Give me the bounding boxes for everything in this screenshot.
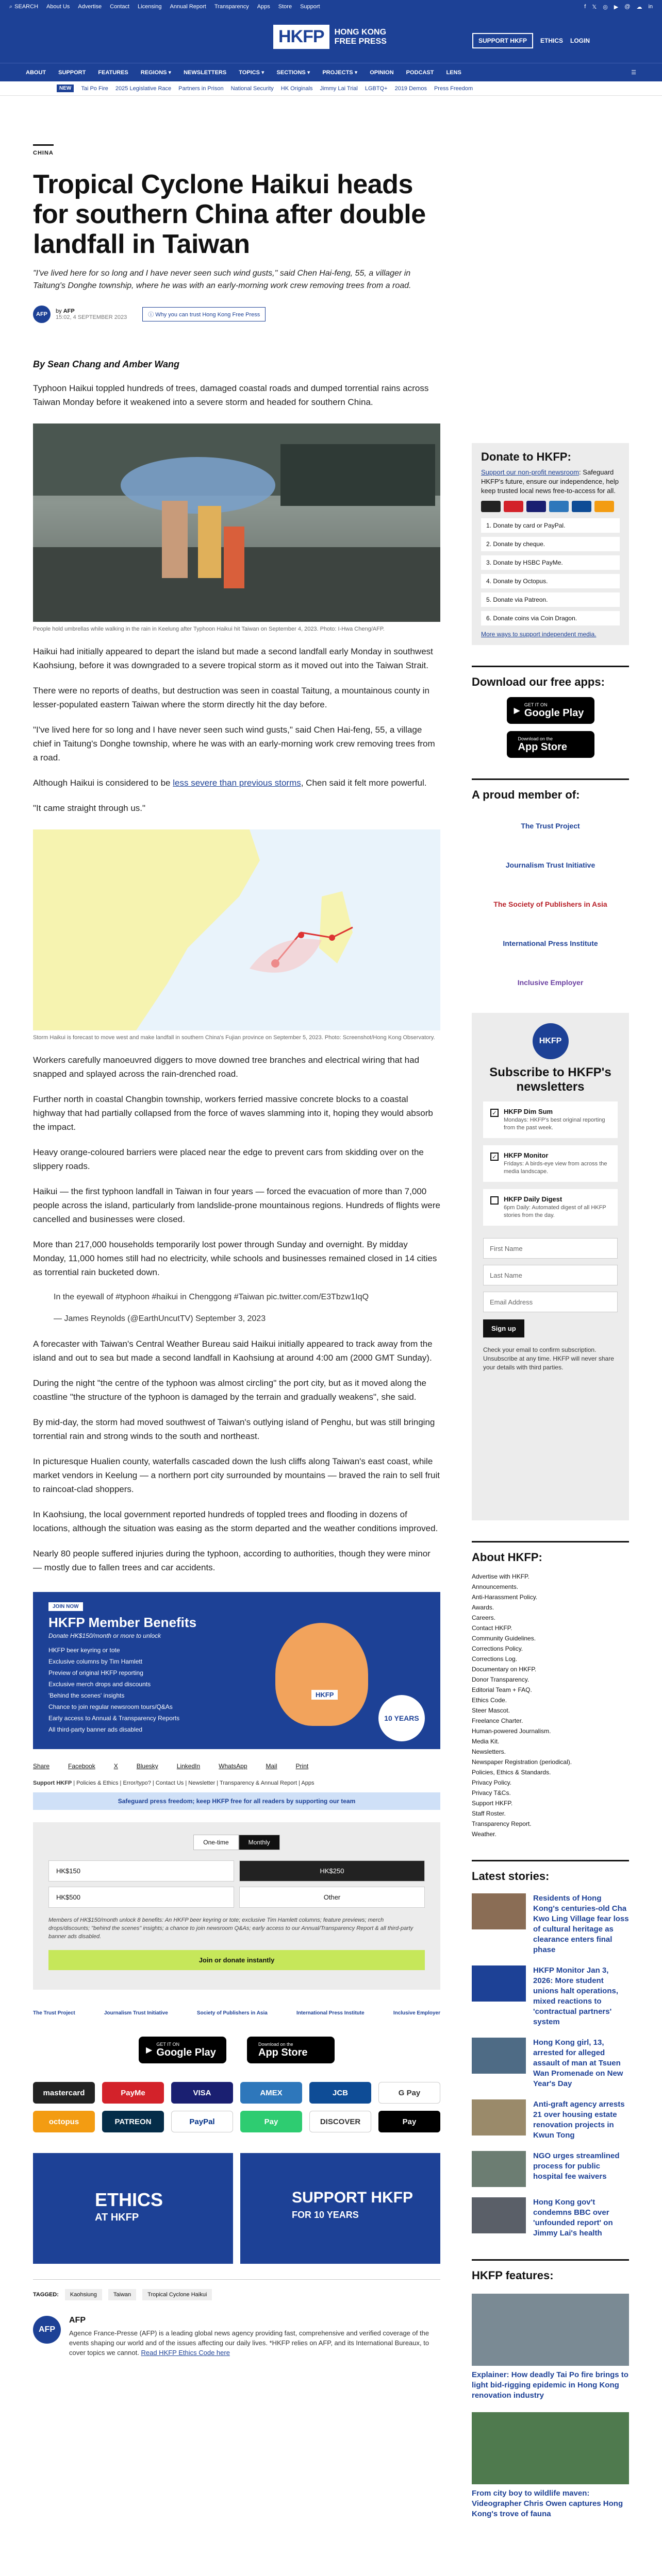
more-ways-link[interactable]: More ways to support independent media. xyxy=(481,631,597,638)
topbar-contact[interactable]: Contact xyxy=(110,4,130,10)
feature-story[interactable]: Explainer: How deadly Tai Po fire brings to light bid-rigging epidemic in Hong Kong renovation industry xyxy=(472,2294,629,2401)
donate-option[interactable]: 2. Donate by cheque. xyxy=(481,537,620,551)
trending-item[interactable]: Tai Po Fire xyxy=(81,85,108,92)
amount-other[interactable]: Other xyxy=(239,1887,425,1908)
author-bio: Agence France-Presse (AFP) is a leading global news agency providing fast, comprehensive and verified coverage of the events shaping our world and of the issues affecting our daily lives. *HKFP relies on AFP, and its International Bureaux, to cover topics we cannot. xyxy=(69,2329,429,2357)
visa-logo[interactable]: VISA xyxy=(171,2082,233,2104)
menu-icon[interactable]: ☰ xyxy=(631,70,636,76)
jcb-logo[interactable]: JCB xyxy=(309,2082,371,2104)
instagram-icon[interactable]: ◎ xyxy=(603,4,608,10)
perk-item: 'Behind the scenes' insights xyxy=(48,1692,125,1699)
octopus-icon xyxy=(594,501,614,512)
story-thumbnail xyxy=(472,1893,526,1929)
about-link[interactable]: Ethics Code. xyxy=(472,1697,507,1704)
feature-image xyxy=(472,2294,629,2366)
tweet-text: In the eyewall of #typhoon #haikui in Chenggong #Taiwan pic.twitter.com/E3Tbzw1IqQ xyxy=(54,1293,369,1301)
perk-item: Chance to join regular newsroom tours/Q&As xyxy=(48,1703,173,1710)
jcb-icon xyxy=(572,501,591,512)
paragraph: In picturesque Hualien county, waterfalls cascaded down the lush cliffs along Taiwan's east coast, while market vendors in Keelung — a northern port city surrounded by mountains — braved the rain to sell fruit to raincoat-clad shoppers. xyxy=(33,1456,440,1494)
nav-opinion[interactable]: OPINION xyxy=(370,69,394,76)
paragraph: Although Haikui is considered to be less severe than previous storms, Chen said it felt more powerful. xyxy=(33,778,427,788)
share-label: Share xyxy=(33,1762,50,1770)
amex-icon xyxy=(549,501,569,512)
topbar-transparency[interactable]: Transparency xyxy=(214,4,249,10)
about-link[interactable]: Privacy T&Cs. xyxy=(472,1789,511,1797)
about-link[interactable]: Privacy Policy. xyxy=(472,1779,512,1786)
trending-item[interactable]: National Security xyxy=(230,85,274,92)
about-links xyxy=(472,1571,629,1839)
publish-date: 15:02, 4 SEPTEMBER 2023 xyxy=(56,314,127,320)
trust-project-logo[interactable]: The Trust Project xyxy=(33,2010,75,2016)
topbar-advertise[interactable]: Advertise xyxy=(78,4,102,10)
share-x[interactable]: X xyxy=(113,1762,118,1770)
about-link[interactable]: Careers. xyxy=(472,1614,496,1621)
trending-item[interactable]: LGBTQ+ xyxy=(365,85,388,92)
category-kicker[interactable]: CHINA xyxy=(33,144,54,156)
latest-story[interactable]: NGO urges streamlined process for public hospital fee waivers xyxy=(472,2151,629,2187)
member-benefits-banner[interactable] xyxy=(33,1592,440,1749)
about-link[interactable]: Newspaper Registration (periodical). xyxy=(472,1758,572,1766)
tags-label: TAGGED: xyxy=(33,2292,59,2298)
story-thumbnail xyxy=(472,2099,526,2136)
checkbox-checked-icon[interactable]: ✓ xyxy=(490,1109,499,1117)
embedded-tweet[interactable] xyxy=(54,1291,440,1326)
trust-link[interactable]: ⓘ Why you can trust Hong Kong Free Press xyxy=(142,307,266,321)
inline-partner-logos xyxy=(33,2010,440,2016)
about-link[interactable]: Community Guidelines. xyxy=(472,1635,536,1642)
share-row xyxy=(33,1762,440,1770)
topbar-about[interactable]: About Us xyxy=(46,4,70,10)
newsletter-option[interactable]: ✓ HKFP Dim Sum Mondays: HKFP's best original reporting from the past week. xyxy=(483,1101,618,1138)
alipay-logo[interactable]: Pay xyxy=(240,2111,302,2132)
promo-banners xyxy=(33,2153,440,2264)
photo-caption: People hold umbrellas while walking in the rain in Keelung after Typhoon Haikui hit Taiwan on September 4, 2023. Photo: I-Hwa Cheng/AFP. xyxy=(33,626,385,632)
trending-item[interactable]: Partners in Prison xyxy=(178,85,224,92)
paragraph: There were no reports of deaths, but destruction was seen in coastal Taitung, a mountainous county in lesser-populated eastern Taiwan where the storm directly hit the day before. xyxy=(33,686,429,709)
apps-link[interactable]: Apps xyxy=(301,1780,315,1786)
donate-option[interactable]: 3. Donate by HSBC PayMe. xyxy=(481,555,620,570)
latest-story[interactable]: Residents of Hong Kong's centuries-old Cha Kwo Ling Village fear loss of cultural heritage as clearance enters final phase xyxy=(472,1893,629,1955)
story-thumbnail xyxy=(472,2151,526,2187)
perk-item: HKFP beer keyring or tote xyxy=(48,1647,120,1654)
ipi-logo[interactable]: International Press Institute xyxy=(296,2010,365,2016)
perk-list xyxy=(48,1645,179,1735)
donate-options xyxy=(481,518,620,625)
paragraph: More than 217,000 households temporarily lost power through Sunday and overnight. By midday Monday, 11,000 homes still had no electricity, while schools and businesses remained closed in 14 cities as torrential rain bucketed down. xyxy=(33,1240,437,1277)
newsletter-badge: HKFP xyxy=(533,1023,569,1059)
ethics-link[interactable]: ETHICS xyxy=(540,37,563,44)
about-link[interactable]: Transparency Report. xyxy=(472,1820,532,1827)
jti-logo[interactable]: Journalism Trust Initiative xyxy=(505,861,595,869)
newsletter-option[interactable]: HKFP Daily Digest 6pm Daily: Automated digest of all HKFP stories from the day. xyxy=(483,1189,618,1226)
author-box-name[interactable]: AFP xyxy=(69,2316,86,2325)
about-link[interactable]: Steer Mascot. xyxy=(472,1707,510,1714)
share-print[interactable]: Print xyxy=(295,1762,309,1770)
nav-support[interactable]: SUPPORT xyxy=(58,69,86,76)
about-link[interactable]: Corrections Policy. xyxy=(472,1645,523,1652)
mastercard-icon xyxy=(481,501,501,512)
latest-heading: Latest stories: xyxy=(472,1860,629,1883)
site-logo[interactable] xyxy=(273,25,387,49)
ethics-promo[interactable]: ETHICS AT HKFP xyxy=(33,2153,233,2264)
youtube-icon[interactable]: ▶ xyxy=(614,4,619,10)
inline-link[interactable]: less severe than previous storms xyxy=(173,778,301,788)
safeguard-banner[interactable]: Safeguard press freedom; keep HKFP free for all readers by supporting our team xyxy=(33,1792,440,1810)
newsletter-signup xyxy=(472,1013,629,1520)
donate-panel-title: Donate to HKFP: xyxy=(481,450,571,463)
paragraph: "It came straight through us." xyxy=(33,803,146,813)
share-bluesky[interactable]: Bluesky xyxy=(136,1762,158,1770)
nav-newsletters[interactable]: NEWSLETTERS xyxy=(184,69,227,76)
policies-link[interactable]: Policies & Ethics xyxy=(76,1780,119,1786)
amount-option[interactable]: HK$150 xyxy=(48,1860,234,1882)
banner-title: HKFP Member Benefits xyxy=(48,1615,197,1630)
paragraph: A forecaster with Taiwan's Central Weather Bureau said Haikui initially appeared to track away from the island and out to sea but made a second landfall in Kaohsiung at around 4:00 am (2000 GMT Sunday). xyxy=(33,1339,433,1363)
trust-project-logo[interactable]: The Trust Project xyxy=(521,822,580,830)
author-avatar[interactable]: AFP xyxy=(33,306,51,323)
paragraph: Further north in coastal Changbin township, workers ferried massive concrete blocks to a coastal highway that had partially collapsed from the force of waves slamming into it, hoping they would absorb the impact. xyxy=(33,1094,433,1132)
x-icon[interactable]: 𝕏 xyxy=(592,4,597,10)
forecast-map xyxy=(33,829,440,1030)
banner-subtitle: Donate HK$150/month or more to unlock xyxy=(48,1632,161,1639)
nav-about[interactable]: ABOUT xyxy=(26,69,46,76)
inclusive-employer-logo[interactable]: Inclusive Employer xyxy=(517,978,584,987)
payment-icons xyxy=(481,501,620,512)
latest-story[interactable]: HKFP Monitor Jan 3, 2026: More student unions halt operations, mixed reactions to 'contractual partners' system xyxy=(472,1965,629,2027)
paragraph: By mid-day, the storm had moved southwest of Taiwan's outlying island of Penghu, but was still bringing torrential rain and strong winds to the south and northeast. xyxy=(33,1417,435,1441)
paragraph: Heavy orange-coloured barriers were placed near the edge to prevent cars from skidding over on the slippery roads. xyxy=(33,1147,424,1171)
payment-methods xyxy=(33,2082,440,2132)
contact-link[interactable]: Contact Us xyxy=(155,1780,184,1786)
perk-item: Preview of original HKFP reporting xyxy=(48,1669,143,1676)
join-now-badge: JOIN NOW xyxy=(48,1602,83,1611)
new-badge: NEW xyxy=(57,84,74,92)
ethics-code-link[interactable]: Read HKFP Ethics Code here xyxy=(141,2349,230,2357)
frequency-toggle xyxy=(48,1835,425,1850)
about-link[interactable]: Corrections Log. xyxy=(472,1655,518,1663)
login-link[interactable]: LOGIN xyxy=(570,37,590,44)
article-photo xyxy=(33,423,440,622)
info-icon: ⓘ xyxy=(148,312,156,318)
nav-podcast[interactable]: PODCAST xyxy=(406,69,434,76)
donate-widget xyxy=(33,1822,440,1990)
about-link[interactable]: Newsletters. xyxy=(472,1748,506,1755)
latest-story[interactable]: Anti-graft agency arrests 21 over housing estate renovation projects in Kwun Tong xyxy=(472,2099,629,2141)
support-hkfp-link[interactable]: Support HKFP xyxy=(33,1780,72,1786)
social-icons xyxy=(584,0,653,13)
tag[interactable]: Kaohsiung xyxy=(65,2289,102,2300)
member-heading: A proud member of: xyxy=(472,778,629,802)
inclusive-employer-logo[interactable]: Inclusive Employer xyxy=(393,2010,440,2016)
jti-logo[interactable]: Journalism Trust Initiative xyxy=(104,2010,168,2016)
linkedin-icon[interactable]: in xyxy=(648,4,653,10)
checkbox-icon[interactable] xyxy=(490,1196,499,1205)
monthly-option[interactable]: Monthly xyxy=(239,1835,280,1850)
share-linkedin[interactable]: LinkedIn xyxy=(176,1762,201,1770)
donate-panel: Donate to HKFP: Support our non-profit newsroom: Safeguard HKFP's future, ensure our independence, help keep trusted local news free-to-access for all. 1. Donate by card or PayPal. 2. Donate by cheque. 3. Donate by HSBC PayMe. 4. Donate by Octopus. 5. Donate via Patreon. 6. Donate coins via Coin Dragon. More ways to support independent media. xyxy=(472,443,629,645)
topbar-support[interactable]: Support xyxy=(300,4,320,10)
ten-years-badge: 10 YEARS xyxy=(378,1695,425,1741)
map-caption: Storm Haikui is forecast to move west and make landfall in southern China's Fujian province on September 5, 2023. Photo: Screenshot/Hong Kong Observatory. xyxy=(33,1035,435,1041)
sidebar xyxy=(472,134,629,2519)
search-icon: ⌕ xyxy=(9,3,13,10)
paragraph: Haikui had initially appeared to depart the island but made a second landfall early Monday in southwest Kaohsiung, before it was downgraded to a severe tropical storm as it moved out into the Taiwan Strait. xyxy=(33,647,433,670)
amount-options xyxy=(48,1860,425,1908)
visa-icon xyxy=(526,501,546,512)
logo-mark: HKFP xyxy=(273,25,329,49)
app-download-row xyxy=(33,2037,440,2063)
paragraph: In Kaohsiung, the local government reported hundreds of toppled trees and flooding in dozens of locations, although the situation was easing as the storm departed and the weather conditions improved. xyxy=(33,1510,438,1533)
threads-icon[interactable]: @ xyxy=(624,4,631,10)
google-play-button[interactable]: ▶ GET IT ON Google Play xyxy=(507,697,594,724)
newsletter-link[interactable]: Newsletter xyxy=(188,1780,216,1786)
about-link[interactable]: Documentary on HKFP. xyxy=(472,1666,537,1673)
search-link[interactable]: ⌕ SEARCH xyxy=(9,3,39,10)
transparency-link[interactable]: Transparency & Annual Report xyxy=(220,1780,297,1786)
about-link[interactable]: Awards. xyxy=(472,1604,494,1611)
about-link[interactable]: Contact HKFP. xyxy=(472,1624,512,1632)
byline: AFP by AFP 15:02, 4 SEPTEMBER 2023 ⓘ Why you can trust Hong Kong Free Press xyxy=(33,306,440,323)
tags-row xyxy=(33,2279,440,2300)
facebook-icon[interactable]: f xyxy=(584,4,586,10)
topbar-licensing[interactable]: Licensing xyxy=(138,4,162,10)
mastercard-logo[interactable]: mastercard xyxy=(33,2082,95,2104)
article-standfirst: "I've lived here for so long and I have never seen such wind gusts," said Chen Hai-feng, 55, a villager in Taitung's Donghe township, where he was with an early-morning work crew removing trees from a road. xyxy=(33,269,411,290)
donate-option[interactable]: 6. Donate coins via Coin Dragon. xyxy=(481,611,620,625)
octopus-logo[interactable]: octopus xyxy=(33,2111,95,2132)
trending-bar xyxy=(0,81,662,96)
main-nav xyxy=(0,63,662,81)
nav-regions[interactable]: REGIONS ▾ xyxy=(140,70,172,76)
story-thumbnail xyxy=(472,2197,526,2233)
about-link[interactable]: Anti-Harassment Policy. xyxy=(472,1594,538,1601)
about-link[interactable]: Support HKFP. xyxy=(472,1800,513,1807)
app-store-button[interactable]: Download on the App Store xyxy=(507,731,594,758)
donate-option[interactable]: 5. Donate via Patreon. xyxy=(481,592,620,607)
donate-option[interactable]: 1. Donate by card or PayPal. xyxy=(481,518,620,533)
features-heading: HKFP features: xyxy=(472,2259,629,2282)
top-utility-bar xyxy=(0,0,662,13)
feature-image xyxy=(472,2412,629,2484)
trending-item[interactable]: HK Originals xyxy=(280,85,313,92)
google-play-icon: ▶ xyxy=(146,2046,153,2055)
ipi-logo[interactable]: International Press Institute xyxy=(503,939,598,947)
about-link[interactable]: Staff Roster. xyxy=(472,1810,506,1817)
newsletter-note: Check your email to confirm subscription. Unsubscribe at any time. HKFP will never share your details with third parties. xyxy=(483,1346,614,1371)
author-name[interactable]: AFP xyxy=(63,308,75,314)
google-play-button[interactable]: ▶ GET IT ON Google Play xyxy=(139,2037,226,2063)
paragraph: Nearly 80 people suffered injuries during the typhoon, according to authorities, though they were minor — mostly due to fallen trees and car accidents. xyxy=(33,1549,431,1572)
topbar-store[interactable]: Store xyxy=(278,4,292,10)
perk-item: Exclusive merch drops and discounts xyxy=(48,1681,151,1688)
donate-option[interactable]: 4. Donate by Octopus. xyxy=(481,574,620,588)
paragraph: "I've lived here for so long and I have never seen such wind gusts," said Chen Hai-feng, 55, a village chief in Taitung's Donghe township, where he was with an early-morning work crew removing trees from a road. xyxy=(33,725,435,762)
nav-sections[interactable]: SECTIONS ▾ xyxy=(276,70,310,76)
author-avatar[interactable]: AFP xyxy=(33,2316,61,2344)
newsletter-option[interactable]: ✓ HKFP Monitor Fridays: A birds-eye view from across the media landscape. xyxy=(483,1145,618,1182)
perk-item: Exclusive columns by Tim Hamlett xyxy=(48,1658,143,1665)
apps-heading: Download our free apps: xyxy=(472,666,629,689)
tweet-author: — James Reynolds (@EarthUncutTV) September 3, 2023 xyxy=(54,1314,266,1323)
support-promo[interactable]: SUPPORT HKFP FOR 10 YEARS xyxy=(240,2153,440,2264)
payme-logo[interactable]: PayMe xyxy=(102,2082,164,2104)
trending-item[interactable]: 2025 Legislative Race xyxy=(115,85,172,92)
nav-features[interactable]: FEATURES xyxy=(98,69,128,76)
amount-option-selected[interactable]: HK$250 xyxy=(239,1860,425,1882)
nav-topics[interactable]: TOPICS ▾ xyxy=(239,70,264,76)
about-link[interactable]: Media Kit. xyxy=(472,1738,500,1745)
site-header xyxy=(0,13,662,63)
paypal-logo[interactable]: PayPal xyxy=(171,2111,233,2132)
sopa-logo[interactable]: Society of Publishers in Asia xyxy=(196,2010,268,2016)
support-hkfp-button[interactable]: SUPPORT HKFP xyxy=(472,33,533,48)
error-link[interactable]: Error/typo? xyxy=(123,1780,151,1786)
sopa-logo[interactable]: The Society of Publishers in Asia xyxy=(493,900,607,908)
article xyxy=(33,134,440,2358)
join-donate-button[interactable]: Join or donate instantly xyxy=(48,1950,425,1970)
nonprofit-link[interactable]: Support our non-profit newsroom xyxy=(481,468,580,476)
author-box xyxy=(33,2316,440,2358)
patreon-logo[interactable]: PATREON xyxy=(102,2111,164,2132)
share-facebook[interactable]: Facebook xyxy=(68,1762,95,1770)
first-name-field[interactable]: First Name xyxy=(483,1238,618,1259)
tag[interactable]: Tropical Cyclone Haikui xyxy=(142,2289,212,2300)
checkbox-checked-icon[interactable]: ✓ xyxy=(490,1153,499,1161)
nav-projects[interactable]: PROJECTS ▾ xyxy=(322,70,358,76)
about-link[interactable]: Announcements. xyxy=(472,1583,519,1590)
feature-story[interactable]: From city boy to wildlife maven: Videographer Chris Owen captures Hong Kong's trove of fauna xyxy=(472,2412,629,2519)
about-heading: About HKFP: xyxy=(472,1541,629,1564)
story-thumbnail xyxy=(472,2038,526,2074)
share-whatsapp[interactable]: WhatsApp xyxy=(219,1762,247,1770)
share-mail[interactable]: Mail xyxy=(266,1762,277,1770)
trending-item[interactable]: 2019 Demos xyxy=(394,85,427,92)
latest-story[interactable]: Hong Kong gov't condemns BBC over 'unfounded report' on Jimmy Lai's health xyxy=(472,2197,629,2239)
signup-button[interactable]: Sign up xyxy=(483,1319,524,1337)
latest-story[interactable]: Hong Kong girl, 13, arrested for alleged assault of man at Tsuen Wan Promenade on New Year's Day xyxy=(472,2038,629,2089)
support-links: Support HKFP | Policies & Ethics | Error/typo? | Contact Us | Newsletter | Transparency & Annual Report | Apps xyxy=(33,1780,315,1786)
perk-item: Early access to Annual & Transparency Reports xyxy=(48,1715,180,1722)
google-pay-logo[interactable]: G Pay xyxy=(378,2082,440,2104)
amex-logo[interactable]: AMEX xyxy=(240,2082,302,2104)
article-authors: By Sean Chang and Amber Wang xyxy=(33,359,180,369)
about-link[interactable]: Freelance Charter. xyxy=(472,1717,523,1724)
article-title: Tropical Cyclone Haikui heads for southern China after double landfall in Taiwan xyxy=(33,170,426,259)
email-field[interactable]: Email Address xyxy=(483,1292,618,1312)
newsletter-title: Subscribe to HKFP's newsletters xyxy=(489,1065,611,1094)
about-link[interactable]: Policies, Ethics & Standards. xyxy=(472,1769,551,1776)
about-link[interactable]: Human-powered Journalism. xyxy=(472,1727,551,1735)
discover-logo[interactable]: DISCOVER xyxy=(309,2111,371,2132)
bluesky-icon[interactable]: ☁ xyxy=(636,4,642,10)
about-link[interactable]: Editorial Team + FAQ. xyxy=(472,1686,532,1693)
nav-lens[interactable]: LENS xyxy=(446,69,461,76)
amount-option[interactable]: HK$500 xyxy=(48,1887,234,1908)
trending-item[interactable]: Jimmy Lai Trial xyxy=(320,85,358,92)
topbar-apps[interactable]: Apps xyxy=(257,4,270,10)
about-link[interactable]: Weather. xyxy=(472,1831,496,1838)
paragraph: During the night "the centre of the typhoon was almost circling" the port city, but as it moved along the coastline "the structure of the typhoon is damaged by the terrain and gradually weakens", she said. xyxy=(33,1378,426,1402)
mascot-illustration xyxy=(275,1623,368,1726)
one-time-option[interactable]: One-time xyxy=(193,1835,238,1850)
paragraph: Haikui — the first typhoon landfall in Taiwan in four years — forced the evacuation of more than 7,000 people across the island, particularly from landslide-prone mountainous regions. Hundreds of flights were cancelled and businesses were closed. xyxy=(33,1187,440,1224)
perk-item: All third-party banner ads disabled xyxy=(48,1726,143,1733)
about-link[interactable]: Advertise with HKFP. xyxy=(472,1573,529,1580)
google-play-icon: ▶ xyxy=(514,706,520,715)
logo-text: HONG KONG FREE PRESS xyxy=(334,27,387,46)
apple-pay-logo[interactable]: Pay xyxy=(378,2111,440,2132)
mascot-label: HKFP xyxy=(311,1690,338,1700)
track-map-image xyxy=(33,829,440,1030)
paragraph: Workers carefully manoeuvred diggers to move downed tree branches and electrical wiring that had snapped and splayed across the rain-drenched road. xyxy=(33,1055,420,1079)
sidebar-app-buttons xyxy=(472,697,629,758)
trending-item[interactable]: Press Freedom xyxy=(434,85,473,92)
tag[interactable]: Taiwan xyxy=(108,2289,136,2300)
about-link[interactable]: Donor Transparency. xyxy=(472,1676,529,1683)
app-store-button[interactable]: Download on the App Store xyxy=(247,2037,335,2063)
topbar-annual-report[interactable]: Annual Report xyxy=(170,4,206,10)
rain-scene-image xyxy=(33,423,440,622)
last-name-field[interactable]: Last Name xyxy=(483,1265,618,1285)
story-thumbnail xyxy=(472,1965,526,2002)
payme-icon xyxy=(504,501,523,512)
paragraph: Typhoon Haikui toppled hundreds of trees, damaged coastal roads and dumped torrential rains across Taiwan Monday before it weakened into a severe storm and headed for southern China. xyxy=(33,383,429,407)
header-actions xyxy=(472,33,590,48)
donate-note: Members of HK$150/month unlock 8 benefits: An HKFP beer keyring or tote; exclusive Tim Hamlett columns; feature previews; merch drops/discounts; "behind the scenes" insights; a chance to join newsroom Q&As; early access to our Annual/Transparency Report & all third-party banner ads disabled. xyxy=(48,1917,413,1940)
